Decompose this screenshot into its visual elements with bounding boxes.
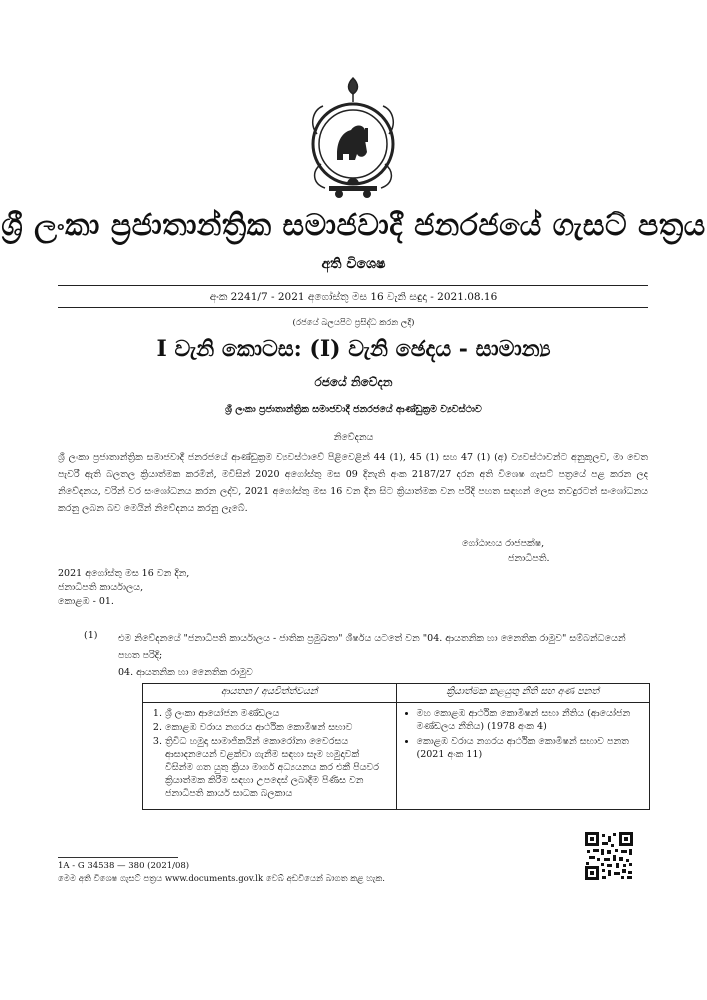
issuing-city: කොළඹ - 01. (58, 596, 114, 607)
issue-line: අංක 2241/7 - 2021 අගෝස්තු මස 16 වැනි සඳුදා - 2021.08.16 (209, 291, 498, 303)
list-item: • කොළඹ වරාය නගරය ආර්ථික කොමිෂන් සභාව පනත (2021 අංක 11) (417, 735, 644, 761)
issue-date: 2021 අගෝස්තු මස 16 වන දින, (58, 568, 190, 579)
institutions-list (149, 707, 390, 800)
amendment-number: (1) (84, 630, 98, 641)
sri-lanka-emblem-icon (303, 74, 403, 200)
notice-paragraph: ශ්‍රී ලංකා ප්‍රජාතාන්ත්‍රික සමාජවාදී ජනරජයේ ආණ්ඩුක්‍රම ව්‍යවස්ථාවේ පිළිවෙළින් 44 (1), 45 (1) සහ 47 (1) (අ) ව්‍යවස්ථාවන්ට අනුකූලව, මා වෙත පැවරී ඇති බලතල ක්‍රියාත්මක කරමින්, මවිසින් 2020 අගෝස්තු මස 09 දිනැති අංක 2187/27 දරන අති විශෙෂ ගැසට් පත්‍රයේ පළ කරන ලද නිවේදනය, වරින් වර සංශෝධනය කරන ලද්ව, 2021 අගෝස්තු මස 16 වන දින සිට ක්‍රියාත්මක වන පරිදි පහත සඳහන් ලෙස තවදුරටත් සංශෝධනය කරනු ලබන බව මෙයින් නිවේදනය කරනු ලැබේ. (58, 452, 648, 514)
institutions-laws-table (142, 683, 650, 810)
laws-column-header: ක්‍රියාත්මක කළයුතු නීති සහ අණ පනත් (396, 684, 650, 703)
laws-list (403, 707, 644, 761)
table-header-row (143, 684, 650, 703)
laws-cell (396, 703, 650, 810)
table-row (143, 703, 650, 810)
edition-label: අති විශෙෂ (321, 256, 386, 272)
header-rule-top (58, 285, 648, 286)
part-title: I වැනි කොටස: (I) වැනි ඡෙදය - සාමාන්‍ය (156, 336, 551, 362)
footer-rule (58, 857, 178, 858)
list-item: 3. ත්‍රිවිධ හමුදා සාමාජිකයින් කොරෝනා වෛරසය ආසාදනයෙන් වළක්වා ගැනීම සඳහා සෑම හමුදාවක් විසින්ම ගත යුතු ක්‍රියා මාර්ග අධ්‍යයනය කර එකී පියවර ක්‍රියාත්මක කිරීම සඳහා උපදෙස් ලබාදීම පිණිස වන ජනාධිපති කාර්ය සාධක බලකාය (165, 735, 390, 800)
header-rule-bottom (58, 307, 648, 308)
list-item: 1. ශ්‍රී ලංකා ආයෝජන මණ්ඩලය (165, 707, 390, 720)
gazette-masthead: ශ්‍රී ලංකා ප්‍රජාතාන්ත්‍රික සමාජවාදී ජනරජයේ ගැසට් පත්‍රය (1, 208, 706, 243)
section-heading: 04. ආයතනික හා නෛතික රාමුව (118, 667, 253, 678)
signatory-title: ජනාධිපති. (508, 553, 550, 564)
signatory-name: ගෝඨාභය රාජපක්ෂ, (462, 538, 545, 549)
institutions-cell (143, 703, 397, 810)
list-item: 2. කොළඹ වරාය නගරය ආර්ථික කොමිෂන් සභාව (165, 721, 390, 734)
online-availability-note: මෙම අති විශෙෂ ගැසට් පත්‍රය www.documents.gov.lk වෙබ් අඩවියෙන් බාගත කළ හැක. (58, 874, 385, 884)
issuing-office: ජනාධිපති කාර්යාලය, (58, 582, 144, 593)
institutions-column-header: ආයතන / අයවිත්ත්වයන් (143, 684, 397, 703)
list-item: • මහ කොළඹ ආර්ථික කොමිෂන් සභා නීතිය (ආයෝජන මණ්ඩලය නීතිය) (1978 අංක 4) (417, 707, 644, 733)
amendment-text: එම නිවේදනයේ "ජනාධිපති කාර්යාලය - ජාතික ප්‍රමුඛතා" ශීර්ෂය යටතේ වන "04. ආයතනික හා නෛතික රාමුව" සම්බන්ධයෙන් පහත පරිදි; (118, 633, 626, 661)
authority-note: (රජයේ බලයපිට ප්‍රසිද්ධ කරන ලදී) (292, 318, 415, 328)
notice-label: නිවේදනය (333, 432, 374, 443)
qr-code-icon (585, 832, 633, 880)
notifications-heading: රජයේ නිවේදන (314, 375, 393, 389)
print-code: 1A - G 34538 — 380 (2021/08) (58, 861, 190, 871)
act-heading: ශ්‍රී ලංකා ප්‍රජාතාන්ත්‍රික සමාජවාදී ජනරජයේ ආණ්ඩුක්‍රම ව්‍යවස්ථාව (225, 404, 482, 415)
